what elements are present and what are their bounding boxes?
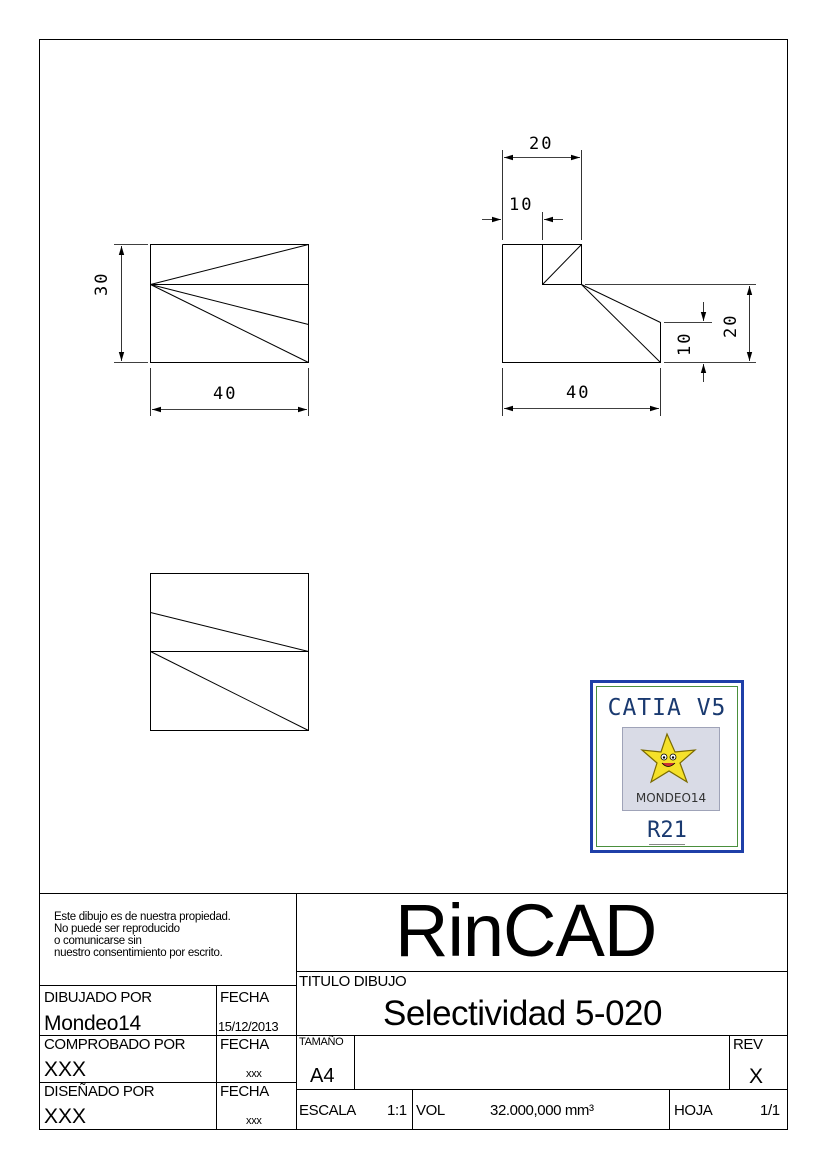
ownership-note-line-1: Este dibujo es de nuestra propiedad. bbox=[54, 911, 231, 923]
drawn-date-value: 15/12/2013 bbox=[218, 1019, 279, 1034]
logo-title: CATIA V5 bbox=[607, 695, 727, 721]
side-top-dimension: 20 bbox=[529, 134, 554, 154]
drawing-title: Selectividad 5-020 bbox=[383, 994, 662, 1033]
scale-value: 1:1 bbox=[387, 1102, 407, 1119]
designed-by-label: DISEÑADO POR bbox=[44, 1083, 155, 1100]
ownership-note-line-4: nuestro consentimiento por escrito. bbox=[54, 947, 223, 959]
size-value: A4 bbox=[310, 1065, 335, 1087]
sheet-label: HOJA bbox=[674, 1102, 713, 1119]
designed-date-label: FECHA bbox=[220, 1083, 269, 1100]
top-view bbox=[151, 574, 309, 731]
designed-by-value: XXX bbox=[44, 1105, 87, 1128]
checked-date-label: FECHA bbox=[220, 1036, 269, 1053]
ownership-note-line-2: No puede ser reproducido bbox=[54, 923, 180, 935]
star-mascot-icon bbox=[623, 730, 719, 790]
scale-label: ESCALA bbox=[299, 1102, 356, 1119]
side-right-large-dimension: 20 bbox=[721, 313, 741, 338]
checked-by-label: COMPROBADO POR bbox=[44, 1036, 186, 1053]
rev-value: X bbox=[749, 1065, 764, 1088]
volume-value: 32.000,000 mm³ bbox=[490, 1102, 594, 1119]
drawn-by-label: DIBUJADO POR bbox=[44, 989, 152, 1006]
checked-date-value: xxx bbox=[246, 1068, 262, 1080]
ownership-note-line-3: o comunicarse sin bbox=[54, 935, 142, 947]
logo-image-caption: MONDEO14 bbox=[635, 791, 707, 805]
side-right-small-dimension: 10 bbox=[675, 331, 695, 356]
logo-inner-frame bbox=[596, 686, 738, 847]
logo-release: R21 bbox=[647, 818, 687, 843]
front-height-dimension: 30 bbox=[92, 271, 112, 296]
side-width-dimension: 40 bbox=[566, 383, 591, 403]
volume-label: VOL bbox=[416, 1102, 445, 1119]
side-view bbox=[503, 245, 661, 363]
front-view bbox=[151, 245, 309, 363]
side-dimensions bbox=[482, 150, 756, 416]
rev-label: REV bbox=[733, 1036, 763, 1053]
front-dimensions bbox=[114, 245, 309, 417]
company-name: RinCAD bbox=[395, 889, 657, 972]
catia-logo bbox=[590, 680, 744, 853]
drawn-date-label: FECHA bbox=[220, 989, 269, 1006]
designed-date-value: xxx bbox=[246, 1115, 262, 1127]
drawn-by-value: Mondeo14 bbox=[44, 1012, 141, 1035]
sheet-value: 1/1 bbox=[760, 1102, 780, 1119]
side-step-dimension: 10 bbox=[509, 195, 534, 215]
size-label: TAMAÑO bbox=[299, 1036, 344, 1048]
front-width-dimension: 40 bbox=[213, 384, 238, 404]
checked-by-value: XXX bbox=[44, 1058, 87, 1081]
logo-release-underline bbox=[649, 844, 685, 845]
logo-image bbox=[622, 727, 720, 811]
drawing-title-label: TITULO DIBUJO bbox=[299, 973, 407, 990]
